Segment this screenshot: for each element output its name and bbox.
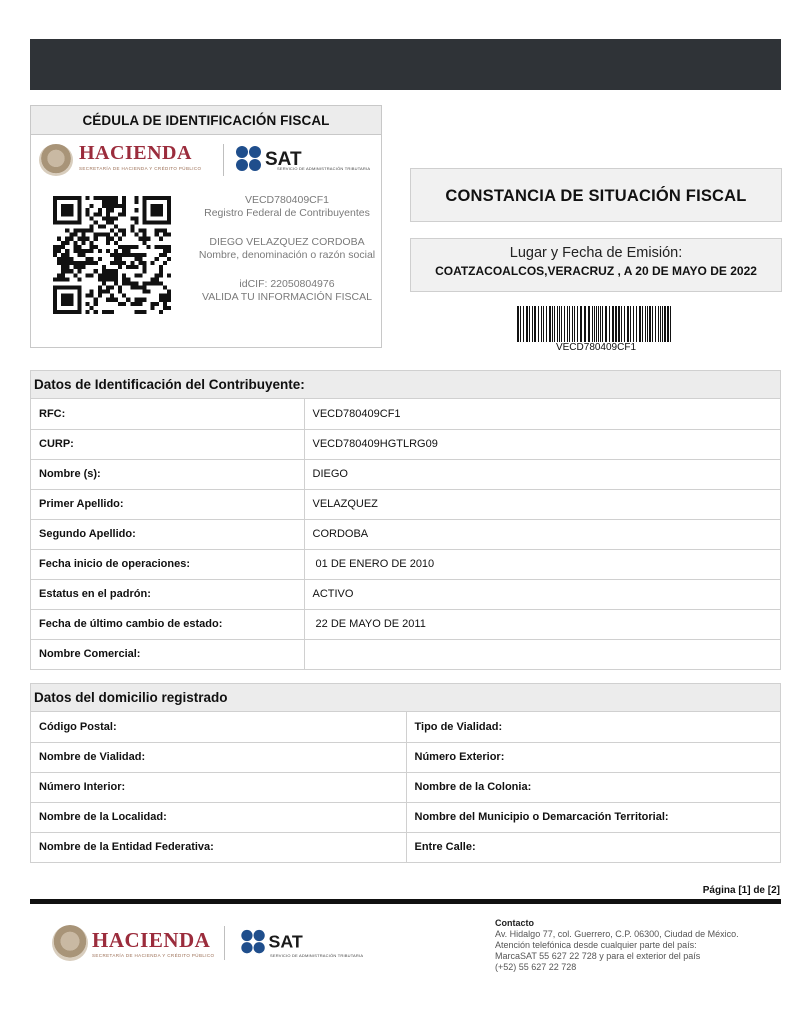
cedula-idcif: idCIF: 22050804976 [239, 278, 335, 290]
footer-seal-icon [52, 925, 88, 961]
identificacion-row [31, 639, 780, 669]
emision-box [410, 238, 782, 292]
contacto-title: Contacto [495, 918, 534, 928]
domicilio-field-label: Nombre de la Entidad Federativa: [31, 832, 406, 862]
barcode-text: VECD780409CF1 [555, 342, 637, 353]
identificacion-label: Fecha de último cambio de estado: [31, 609, 304, 639]
header-bar [30, 39, 781, 90]
emision-label: Lugar y Fecha de Emisión: [509, 245, 683, 261]
cedula-logos [39, 142, 379, 178]
identificacion-value: VELAZQUEZ [304, 489, 780, 519]
domicilio-field-label: Nombre de la Colonia: [406, 772, 780, 802]
cedula-rfc-label: Registro Federal de Contribuyentes [204, 207, 370, 219]
domicilio-section [30, 683, 781, 863]
domicilio-field-label: Número Interior: [31, 772, 406, 802]
identificacion-table [31, 399, 780, 669]
cedula-valida-link[interactable]: VALIDA TU INFORMACIÓN FISCAL [202, 291, 372, 303]
contacto-line: (+52) 55 627 22 728 [495, 962, 577, 972]
footer-hacienda-wordmark: HACIENDA [92, 928, 211, 952]
cedula-info [197, 194, 377, 320]
identificacion-row [31, 399, 780, 429]
domicilio-row [31, 742, 780, 772]
domicilio-row [31, 832, 780, 862]
hacienda-subtitle: SECRETARÍA DE HACIENDA Y CRÉDITO PÚBLICO [79, 166, 202, 171]
identificacion-label: Estatus en el padrón: [31, 579, 304, 609]
footer-sat-subtitle: SERVICIO DE ADMINISTRACIÓN TRIBUTARIA [270, 953, 364, 958]
domicilio-field-label: Entre Calle: [406, 832, 780, 862]
footer-hacienda-subtitle: SECRETARÍA DE HACIENDA Y CRÉDITO PÚBLICO [92, 953, 215, 958]
domicilio-field-label: Número Exterior: [406, 742, 780, 772]
domicilio-field-label: Tipo de Vialidad: [406, 712, 780, 742]
identificacion-title: Datos de Identificación del Contribuyente: [31, 371, 780, 399]
domicilio-row [31, 802, 780, 832]
footer-logos [52, 922, 382, 962]
identificacion-value: VECD780409HGTLRG09 [304, 429, 780, 459]
domicilio-title: Datos del domicilio registrado [31, 684, 780, 712]
cedula-rfc: VECD780409CF1 [244, 194, 330, 206]
identificacion-row [31, 549, 780, 579]
domicilio-row [31, 772, 780, 802]
contacto-block [495, 918, 785, 973]
qr-code [53, 196, 171, 314]
identificacion-row [31, 579, 780, 609]
contacto-line: Av. Hidalgo 77, col. Guerrero, C.P. 06300, Ciudad de México. [495, 929, 739, 939]
cedula-card [30, 105, 382, 348]
identificacion-label: RFC: [39, 407, 66, 420]
contacto-line: Atención telefónica desde cualquier parte del país: [495, 940, 697, 950]
identificacion-value: DIEGO [304, 459, 780, 489]
identificacion-value: VECD780409CF1 [304, 399, 780, 429]
identificacion-value: CORDOBA [304, 519, 780, 549]
identificacion-value [304, 639, 780, 669]
identificacion-row [31, 489, 780, 519]
footer-rule [30, 899, 781, 904]
domicilio-field-label: Código Postal: [39, 720, 117, 733]
identificacion-value: ACTIVO [304, 579, 780, 609]
domicilio-table [31, 712, 780, 862]
domicilio-row [31, 712, 780, 742]
domicilio-field-label: Nombre del Municipio o Demarcación Territorial: [406, 802, 780, 832]
identificacion-row [31, 519, 780, 549]
domicilio-field-label: Nombre de la Localidad: [31, 802, 406, 832]
identificacion-label: Nombre (s): [31, 459, 304, 489]
constancia-title: CONSTANCIA DE SITUACIÓN FISCAL [410, 168, 782, 222]
hacienda-wordmark: HACIENDA [79, 142, 192, 164]
logo-divider [223, 144, 224, 176]
cedula-nombre: DIEGO VELAZQUEZ CORDOBA [209, 236, 365, 248]
footer-sat-wordmark: SAT [268, 931, 303, 952]
identificacion-label: Segundo Apellido: [31, 519, 304, 549]
domicilio-field-label: Nombre de Vialidad: [31, 742, 406, 772]
sat-logo [235, 144, 375, 176]
identificacion-label: CURP: [31, 429, 304, 459]
identificacion-row [31, 429, 780, 459]
identificacion-label: Primer Apellido: [31, 489, 304, 519]
identificacion-row [31, 609, 780, 639]
sat-wordmark: SAT [265, 149, 302, 170]
cedula-nombre-label: Nombre, denominación o razón social [198, 249, 376, 261]
national-seal-icon [39, 144, 73, 176]
emision-value: COATZACOALCOS,VERACRUZ , A 20 DE MAYO DE 2022 [435, 264, 757, 278]
page-number: Página [1] de [2] [702, 885, 780, 896]
identificacion-label: Nombre Comercial: [31, 639, 304, 669]
sat-subtitle: SERVICIO DE ADMINISTRACIÓN TRIBUTARIA [277, 166, 371, 171]
identificacion-row [31, 459, 780, 489]
cedula-title: CÉDULA DE IDENTIFICACIÓN FISCAL [31, 106, 381, 135]
footer-logo-divider [224, 926, 225, 960]
contacto-line: MarcaSAT 55 627 22 728 y para el exterior del país [495, 951, 701, 961]
identificacion-value: 01 DE ENERO DE 2010 [304, 549, 780, 579]
identificacion-section [30, 370, 781, 670]
barcode [515, 306, 677, 342]
identificacion-value: 22 DE MAYO DE 2011 [304, 609, 780, 639]
identificacion-label: Fecha inicio de operaciones: [31, 549, 304, 579]
